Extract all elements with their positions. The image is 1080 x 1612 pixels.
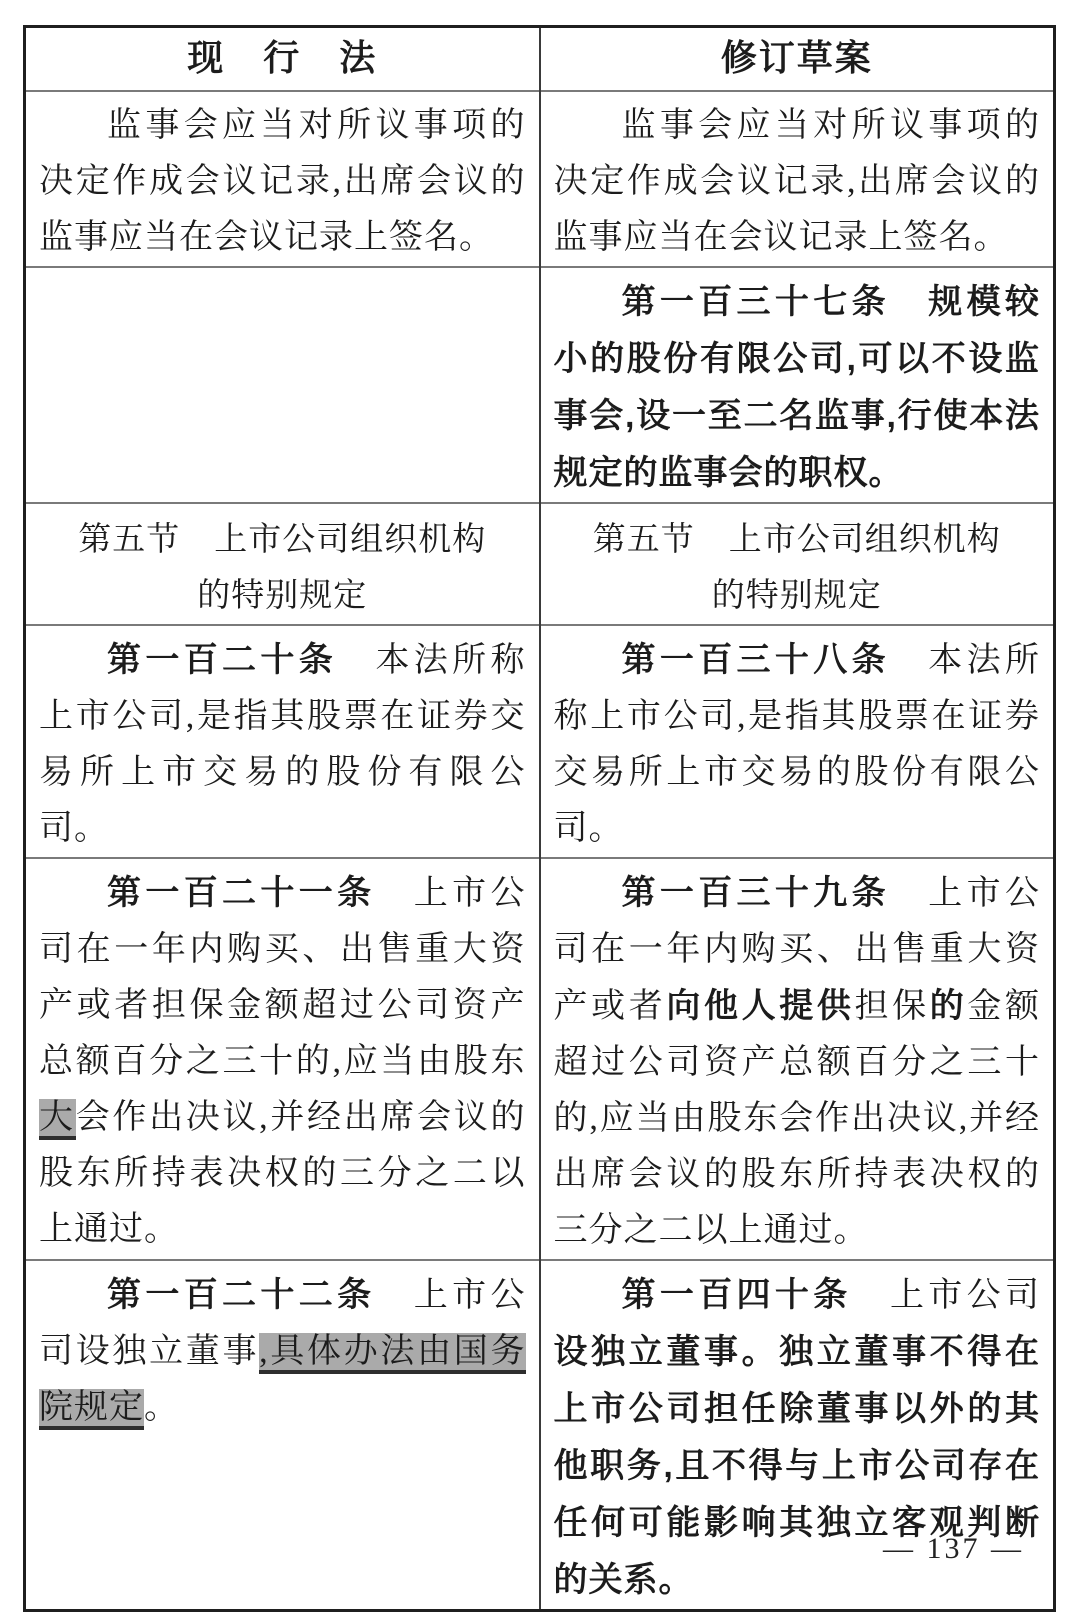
- header-revised-draft-label: 修订草案: [720, 37, 873, 78]
- cell-revised-draft: [540, 625, 1055, 858]
- paragraph: [541, 92, 1054, 266]
- page-number: — 137 —: [883, 1532, 1024, 1565]
- added-text-bold: 的: [929, 986, 968, 1025]
- cell-current-law-empty: [25, 267, 540, 503]
- section-title: [26, 504, 539, 624]
- table-row: [25, 91, 1055, 267]
- paragraph: [26, 92, 539, 266]
- article-number: 第一百三十七条: [621, 282, 890, 321]
- table-row: [25, 858, 1055, 1260]
- header-cell-current-law: [25, 27, 540, 91]
- cell-current-law: [25, 858, 540, 1260]
- section-title-line: 的特别规定: [711, 577, 882, 614]
- article-number: 第一百三十九条: [621, 873, 890, 912]
- cell-revised-draft: [540, 858, 1055, 1260]
- text-run: 监事会应当对所议事项的决定作成会议记录,出席会议的监事应当在会议记录上签名。: [39, 106, 526, 256]
- deleted-text-highlight: 大: [39, 1099, 76, 1140]
- text-run: 本法所称上市公司,是指其股票在证券交易所上市交易的股份有限公司。: [39, 641, 526, 847]
- article-number: 第一百二十条: [107, 640, 338, 679]
- added-text-bold: 设独立董事。独立董事不得在上市公司担任除董事以外的其他职务,且不得与上市公司存在任何可能影响其独立客观判断的关系。: [553, 1332, 1040, 1599]
- paragraph: [541, 626, 1054, 857]
- cell-current-law: [25, 503, 540, 625]
- text-run-bold: 规模较小的股份有限公司,可以不设监事会,设一至二名监事,行使本法规定的监事会的职权。: [553, 282, 1041, 492]
- paragraph: [541, 859, 1054, 1259]
- added-text-bold: 向他人提供: [666, 986, 855, 1025]
- text-run: 上市公司在一年内购买、出售重大资产或者: [553, 874, 1041, 1025]
- paragraph: [26, 859, 539, 1258]
- law-comparison-table: [23, 25, 1056, 1612]
- section-title: [541, 504, 1054, 624]
- article-number: 第一百三十八条: [621, 640, 890, 679]
- cell-revised-draft: [540, 91, 1055, 267]
- article-number: 第一百二十一条: [107, 873, 376, 912]
- header-cell-revised-draft: [540, 27, 1055, 91]
- table-row-section-title: [25, 503, 1055, 625]
- deleted-text-highlight: ,具体办法由国务院规定: [39, 1333, 526, 1430]
- text-run: 上市公司: [851, 1276, 1041, 1314]
- text-run: 上市公司设独立董事: [39, 1276, 526, 1370]
- text-run: 担保: [854, 987, 930, 1025]
- table-row: [25, 267, 1055, 503]
- header-current-law-label: 现 行 法: [187, 37, 378, 78]
- table-header-row: [25, 27, 1055, 91]
- section-title-line: 第五节 上市公司组织机构: [78, 521, 487, 558]
- cell-current-law: [25, 91, 540, 267]
- text-run: 金额超过公司资产总额百分之三十的,应当由股东会作出决议,并经出席会议的股东所持表决权的三分之二以上通过。: [553, 987, 1040, 1249]
- text-run: 上市公司在一年内购买、出售重大资产或者担保金额超过公司资产总额百分之三十的,应当由股东: [39, 874, 526, 1080]
- text-run: 监事会应当对所议事项的决定作成会议记录,出席会议的监事应当在会议记录上签名。: [553, 106, 1040, 256]
- cell-revised-draft: [540, 267, 1055, 503]
- section-title-line: 的特别规定: [197, 577, 368, 614]
- cell-current-law: [25, 625, 540, 858]
- paragraph: [26, 626, 539, 857]
- cell-revised-draft: [540, 503, 1055, 625]
- table-row: [25, 625, 1055, 858]
- text-run: 。: [144, 1388, 179, 1426]
- text-run: 会作出决议,并经出席会议的股东所持表决权的三分之二以上通过。: [39, 1098, 526, 1248]
- article-number: 第一百二十二条: [107, 1275, 376, 1314]
- article-number: 第一百四十条: [621, 1275, 852, 1314]
- cell-current-law: [25, 1260, 540, 1611]
- text-run: 本法所称上市公司,是指其股票在证券交易所上市交易的股份有限公司。: [553, 641, 1041, 847]
- paragraph: [26, 1261, 539, 1436]
- paragraph: [541, 268, 1054, 502]
- section-title-line: 第五节 上市公司组织机构: [592, 521, 1001, 558]
